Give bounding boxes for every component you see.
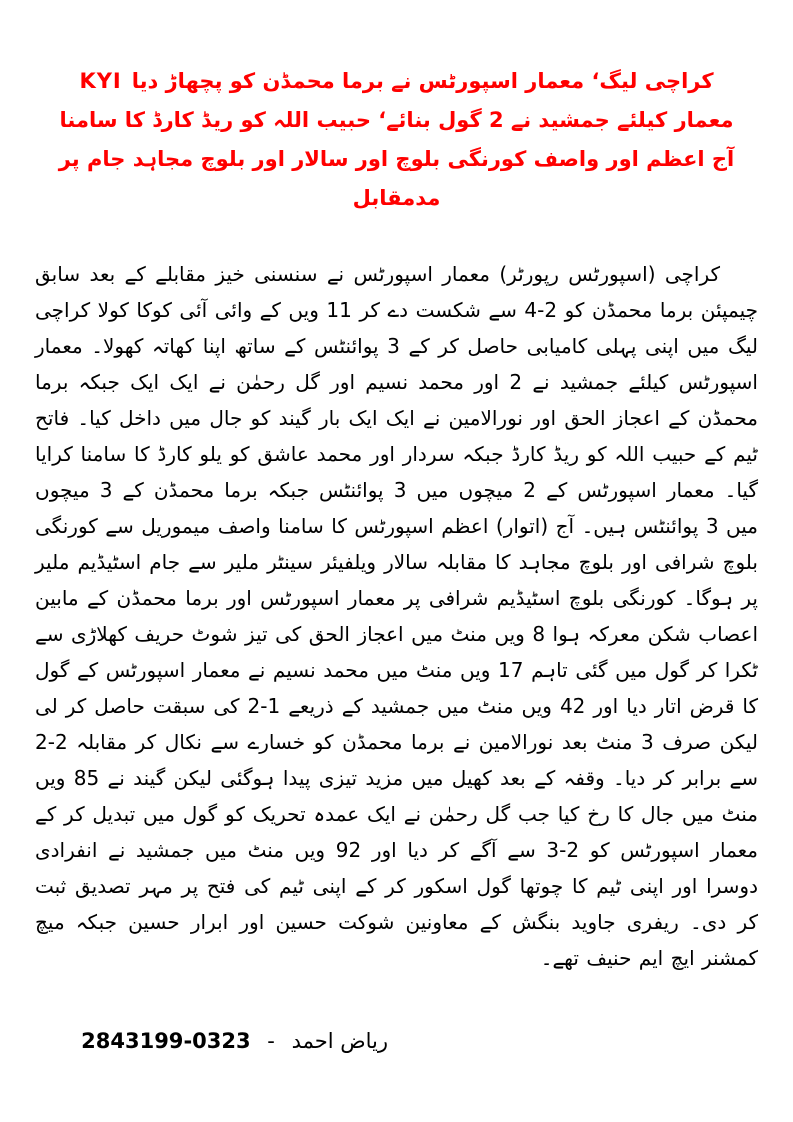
dateline: کراچی (اسپورٹس رپورٹر) bbox=[499, 262, 721, 286]
headline-line-2: معمار کیلئے جمشید نے 2 گول بنائے‘ حبیب اللہ کو ریڈ کارڈ کا سامنا bbox=[59, 108, 734, 132]
headline-line-3: آج اعظم اور واصف کورنگی بلوچ اور سالار اور بلوچ مجاہد جام پر مدمقابل bbox=[58, 147, 735, 210]
article-body-text: معمار اسپورٹس نے سنسنی خیز مقابلے کے بعد سابق چیمپئن برما محمڈن کو 2-4 سے شکست دے کر 11 ویں کے وائی آئی کوکا کولا کراچی لیگ میں اپنی پہلی کامیابی حاصل کر کے 3 پوائنٹس کے ساتھ اپنا کھاتہ کھولا۔ معمار اسپورٹس کیلئے جمشید نے 2 اور محمد نسیم اور گل رحمٰن نے ایک ایک جبکہ برما محمڈن کے اعجاز الحق اور نورالامین نے ایک ایک بار گیند کو جال میں داخل کیا۔ فاتح ٹیم کے حبیب اللہ کو ریڈ کارڈ جبکہ سردار اور محمد عاشق کو یلو کارڈ کا سامنا کرایا گیا۔ معمار اسپورٹس کے 2 میچوں میں 3 پوائنٹس جبکہ برما محمڈن کے 3 میچوں میں 3 پوائنٹس ہیں۔ آج (اتوار) اعظم اسپورٹس کا سامنا واصف میموریل سے کورنگی بلوچ شرافی اور بلوچ مجاہد کا مقابلہ سالار ویلفیئر سینٹر ملیر سے جام اسٹیڈیم ملیر پر ہوگا۔ کورنگی بلوچ اسٹیڈیم شرافی پر معمار اسپورٹس اور برما محمڈن کے مابین اعصاب شکن معرکہ ہوا 8 ویں منٹ میں اعجاز الحق کی تیز شوٹ حریف کھلاڑی سے ٹکرا کر گول میں گئی تاہم 17 ویں منٹ میں محمد نسیم نے معمار اسپورٹس کے گول کا قرض اتار دیا اور 42 ویں منٹ میں جمشید کے ذریعے 1-2 کی سبقت حاصل کر لی لیکن صرف 3 منٹ بعد نورالامین نے برما محمڈن کو خسارے سے نکال کر مقابلہ 2-2 سے برابر کر دیا۔ وقفہ کے بعد کھیل میں مزید تیزی پیدا ہوگئی لیکن گیند نے 85 ویں منٹ میں جال کا رخ کیا جب گل رحمٰن نے ایک عمدہ تحریک کو گول میں تبدیل کر کے معمار اسپورٹس کو 2-3 سے آگے کر دیا اور 92 ویں منٹ میں جمشید نے انفرادی دوسرا اور اپنی ٹیم کا چوتھا گول اسکور کر کے اپنی ٹیم کی فتح پر مہر تصدیق ثبت کر دی۔ ریفری جاوید بنگش کے معاونین شوکت حسین اور ابرار حسین جبکہ میچ کمشنر ایچ ایم حنیف تھے۔ bbox=[35, 262, 759, 970]
league-tag: KYI bbox=[79, 69, 122, 93]
headline-block bbox=[0, 62, 793, 218]
reporter-name: ریاض احمد bbox=[291, 1029, 388, 1053]
headline-line-1 bbox=[0, 62, 793, 101]
signature-line bbox=[0, 1024, 793, 1058]
article-paragraph bbox=[35, 256, 758, 976]
article-block bbox=[35, 256, 758, 976]
phone-number: 0323-2843199 bbox=[81, 1029, 251, 1053]
signature-separator: - bbox=[267, 1029, 275, 1053]
headline-line-1-text: کراچی لیگ‘ معمار اسپورٹس نے برما محمڈن کو پچھاڑ دیا bbox=[131, 69, 714, 93]
